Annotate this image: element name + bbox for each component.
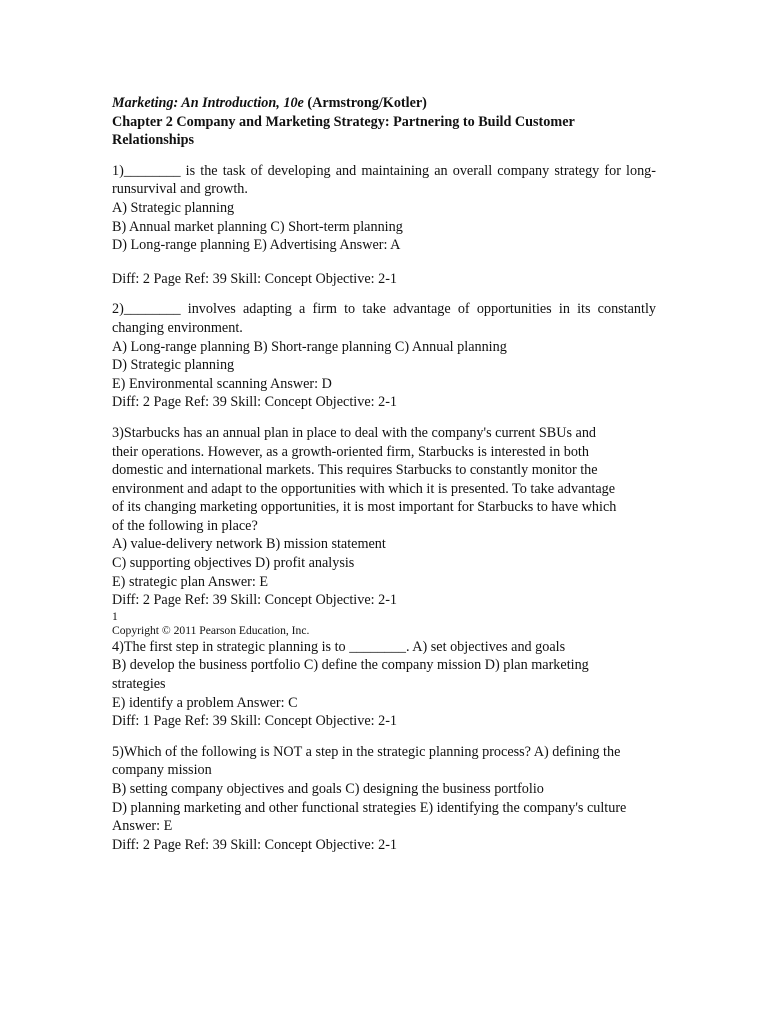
question-3-options-c-d: C) supporting objectives D) profit analysis (112, 555, 355, 572)
question-4-stem-line: strategies (112, 676, 166, 693)
question-2 (112, 300, 656, 412)
question-5-answer: Answer: E (112, 818, 173, 835)
question-3-options-a-b: A) value-delivery network B) mission statement (112, 536, 386, 553)
question-3 (112, 424, 656, 610)
question-3-stem-line: environment and adapt to the opportunities with which it is presented. To take advantage (112, 480, 616, 497)
question-4-stem-line: B) develop the business portfolio C) define the company mission D) plan marketing (112, 657, 589, 674)
question-5-stem-line: 5)Which of the following is NOT a step in the strategic planning process? A) defining the (112, 743, 621, 760)
question-5-stem-line: company mission (112, 762, 212, 779)
page-number: 1 (112, 609, 118, 623)
question-1 (112, 162, 656, 289)
question-1-options-d-e-answer: D) Long-range planning E) Advertising Answer: A (112, 237, 401, 254)
question-3-stem (112, 424, 656, 536)
book-authors: (Armstrong/Kotler) (303, 95, 427, 111)
question-5-options-d-e: D) planning marketing and other functional strategies E) identifying the company's culture (112, 799, 627, 816)
question-5-options-b-c: B) setting company objectives and goals C) designing the business portfolio (112, 781, 544, 797)
question-2-options-a-b-c: A) Long-range planning B) Short-range planning C) Annual planning (112, 338, 507, 355)
copyright-notice: Copyright © 2011 Pearson Education, Inc. (112, 623, 310, 637)
book-title: Marketing: An Introduction, 10e (112, 95, 304, 111)
question-1-stem: 1)________ is the task of developing and maintaining an overall company strategy for long-runsurvival and growth. (112, 162, 656, 198)
question-3-stem-line: their operations. However, as a growth-oriented firm, Starbucks is interested in both (112, 443, 589, 460)
question-3-stem-line: 3)Starbucks has an annual plan in place to deal with the company's current SBUs and (112, 424, 597, 441)
question-4 (112, 638, 656, 731)
question-3-option-e-answer: E) strategic plan Answer: E (112, 573, 269, 590)
question-3-stem-line: domestic and international markets. This requires Starbucks to constantly monitor the (112, 462, 598, 479)
question-3-stem-line: of the following in place? (112, 517, 258, 534)
question-1-options-b-c: B) Annual market planning C) Short-term planning (112, 218, 403, 235)
question-5 (112, 743, 656, 855)
question-5-meta: Diff: 2 Page Ref: 39 Skill: Concept Objective: 2-1 (112, 836, 398, 853)
question-4-stem (112, 638, 656, 694)
document-title (112, 94, 656, 113)
question-3-meta: Diff: 2 Page Ref: 39 Skill: Concept Objective: 2-1 (112, 592, 398, 609)
question-2-stem: 2)________ involves adapting a firm to take advantage of opportunities in its constantly changing environment. (112, 301, 656, 336)
question-2-option-d: D) Strategic planning (112, 357, 235, 374)
chapter-title: Chapter 2 Company and Marketing Strategy: Partnering to Build Customer Relationships (112, 113, 575, 149)
question-2-option-e-answer: E) Environmental scanning Answer: D (112, 375, 332, 392)
question-4-meta: Diff: 1 Page Ref: 39 Skill: Concept Objective: 2-1 (112, 713, 398, 730)
question-4-stem-line: 4)The first step in strategic planning is to ________. A) set objectives and goals (112, 638, 566, 655)
question-4-option-e-answer: E) identify a problem Answer: C (112, 694, 298, 711)
question-5-stem (112, 743, 656, 780)
question-3-stem-line: of its changing marketing opportunities, it is most important for Starbucks to have which (112, 499, 617, 516)
document-page (112, 94, 656, 854)
question-1-option-a: A) Strategic planning (112, 199, 235, 216)
question-2-meta: Diff: 2 Page Ref: 39 Skill: Concept Objective: 2-1 (112, 394, 398, 411)
question-1-meta: Diff: 2 Page Ref: 39 Skill: Concept Objective: 2-1 (112, 270, 398, 287)
